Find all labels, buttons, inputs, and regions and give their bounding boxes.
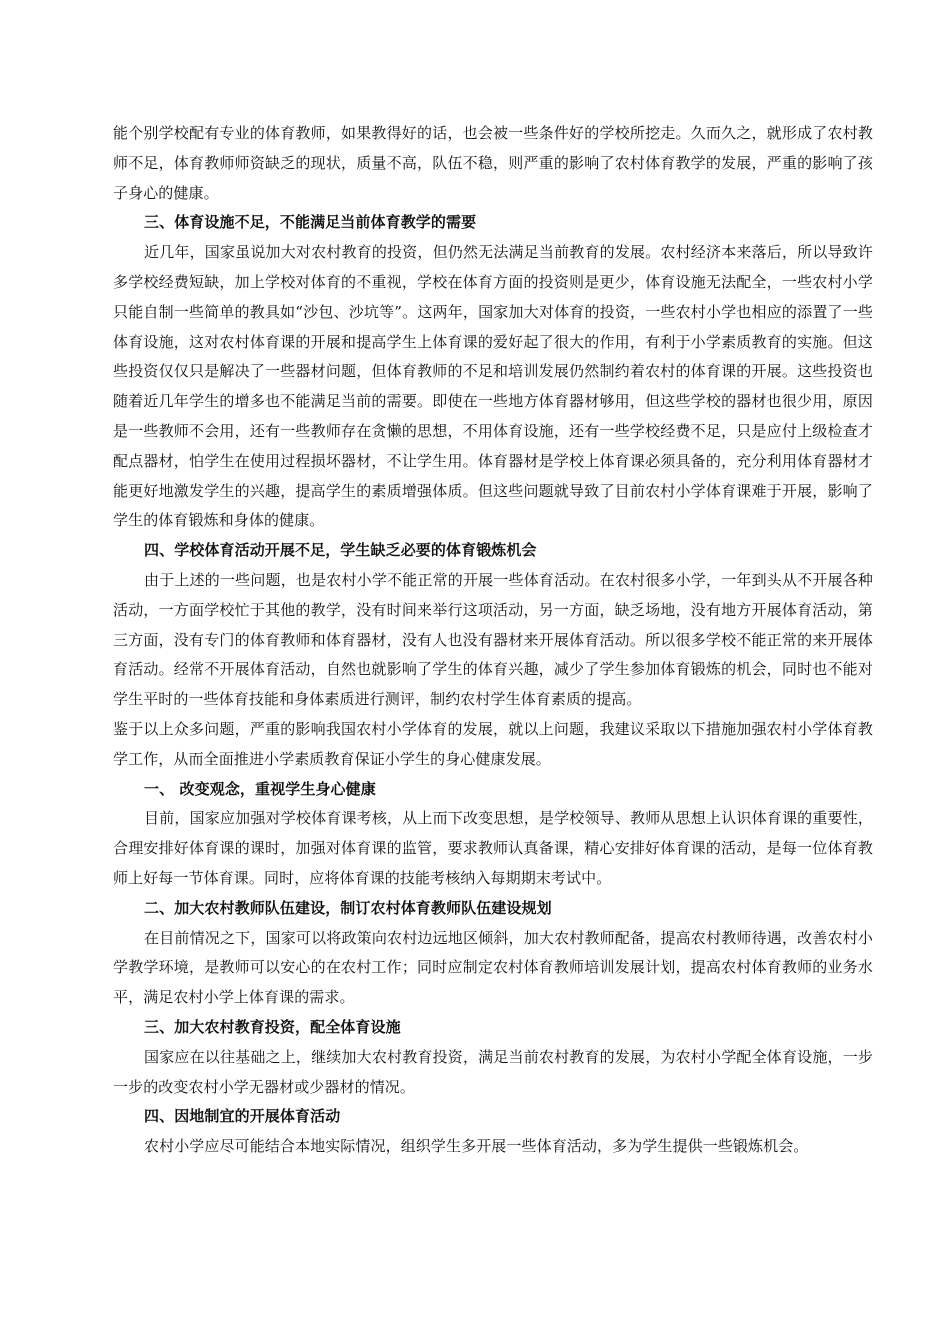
heading-measure-1: 一、 改变观念，重视学生身心健康 bbox=[144, 779, 376, 798]
document-page bbox=[113, 119, 873, 1162]
paragraph-activities: 由于上述的一些问题，也是农村小学不能正常的开展一些体育活动。在农村很多小学，一年到头从不开展各种活动，一方面学校忙于其他的教学，没有时间来举行这项活动，另一方面，缺乏场地，没有地方开展体育活动，第三方面，没有专门的体育教师和体育器材，没有人也没有器材来开展体育活动。所以很多学校不能正常的来开展体育活动。经常不开展体育活动，自然也就影响了学生的体育兴趣，减少了学生参加体育锻炼的机会，同时也不能对学生平时的一些体育技能和身体素质进行测评，制约农村学生体育素质的提高。 bbox=[113, 570, 873, 709]
paragraph-measure-3: 国家应在以往基础之上，继续加大农村教育投资，满足当前农村教育的发展，为农村小学配全体育设施，一步一步的改变农村小学无器材或少器材的情况。 bbox=[113, 1047, 873, 1096]
paragraph-summary: 鉴于以上众多问题，严重的影响我国农村小学体育的发展，就以上问题，我建议采取以下措施加强农村小学体育教学工作，从而全面推进小学素质教育保证小学生的身心健康发展。 bbox=[113, 719, 873, 768]
heading-measure-3: 三、加大农村教育投资，配全体育设施 bbox=[144, 1017, 401, 1036]
heading-activities-insufficient: 四、学校体育活动开展不足，学生缺乏必要的体育锻炼机会 bbox=[144, 541, 537, 560]
heading-facilities-insufficient: 三、体育设施不足，不能满足当前体育教学的需要 bbox=[144, 213, 477, 232]
heading-measure-2: 二、加大农村教师队伍建设，制订农村体育教师队伍建设规划 bbox=[144, 898, 552, 917]
paragraph-measure-1: 目前，国家应加强对学校体育课考核，从上而下改变思想，是学校领导、教师从思想上认识体育课的重要性，合理安排好体育课的课时，加强对体育课的监管，要求教师认真备课，精心安排好体育课的活动，是每一位体育教师上好每一节体育课。同时，应将体育课的技能考核纳入每期期末考试中。 bbox=[113, 809, 873, 887]
paragraph-measure-4: 农村小学应尽可能结合本地实际情况，组织学生多开展一些体育活动，多为学生提供一些锻炼机会。 bbox=[144, 1137, 809, 1156]
paragraph-teacher-shortage-end: 能个别学校配有专业的体育教师，如果教得好的话，也会被一些条件好的学校所挖走。久而久之，就形成了农村教师不足，体育教师师资缺乏的现状，质量不高，队伍不稳，则严重的影响了农村体育教学的发展，严重的影响了孩子身心的健康。 bbox=[113, 124, 873, 202]
heading-measure-4: 四、因地制宜的开展体育活动 bbox=[144, 1107, 341, 1126]
paragraph-measure-2: 在目前情况之下，国家可以将政策向农村边远地区倾斜，加大农村教师配备，提高农村教师待遇，改善农村小学教学环境，是教师可以安心的在农村工作；同时应制定农村体育教师培训发展计划，提高农村体育教师的业务水平，满足农村小学上体育课的需求。 bbox=[113, 928, 873, 1007]
paragraph-facilities: 近几年，国家虽说加大对农村教育的投资，但仍然无法满足当前教育的发展。农村经济本来落后，所以导致许多学校经费短缺，加上学校对体育的不重视，学校在体育方面的投资则是更少，体育设施无法配全，一些农村小学只能自制一些简单的教具如“沙包、沙坑等”。这两年，国家加大对体育的投资，一些农村小学也相应的添置了一些体育设施，这对农村体育课的开展和提高学生上体育课的爱好起了很大的作用，有利于小学素质教育的实施。但这些投资仅仅只是解决了一些器材问题，但体育教师的不足和培训发展仍然制约着农村的体育课的开展。这些投资也随着近几年学生的增多也不能满足当前的需要。即使在一些地方体育器材够用，但这些学校的器材也很少用，原因是一些教师不会用，还有一些教师存在贪懒的思想，不用体育设施，还有一些学校经费不足，只是应付上级检查才配点器材，怕学生在使用过程损坏器材，不让学生用。体育器材是学校上体育课必须具备的，充分利用体育器材才能更好地激发学生的兴趣，提高学生的素质增强体质。但这些问题就导致了目前农村小学体育课难于开展，影响了学生的体育锻炼和身体的健康。 bbox=[113, 243, 873, 530]
